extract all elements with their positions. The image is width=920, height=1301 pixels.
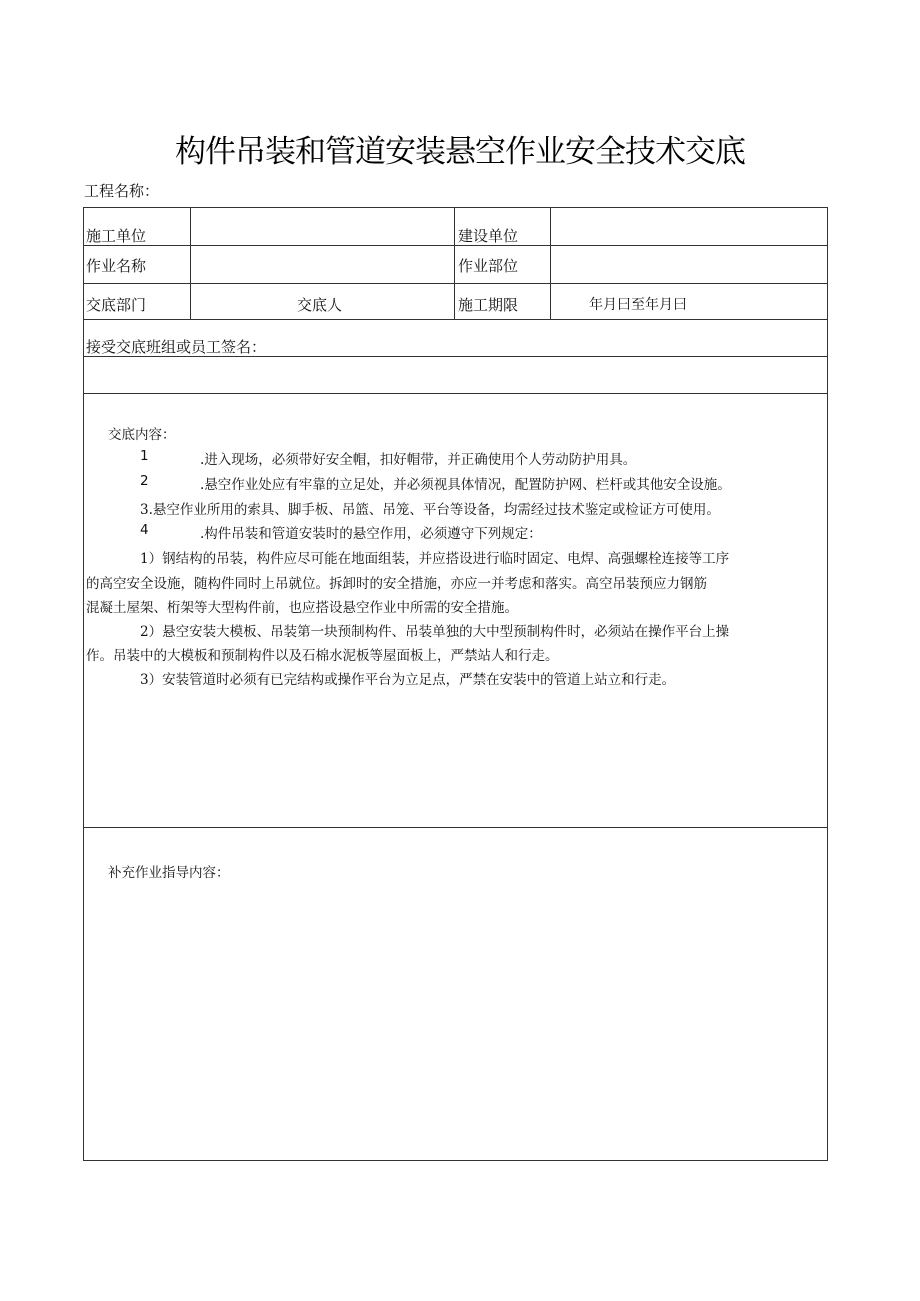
content-line: 作。吊装中的大模板和预制构件以及石棉水泥板等屋面板上，严禁站人和行走。 bbox=[86, 648, 559, 664]
content-line: 1）钢结构的吊装，构件应尽可能在地面组装，并应搭设进行临时固定、电焊、高强螺栓连接等工序 bbox=[140, 551, 730, 567]
content-line: 3.悬空作业所用的索具、脚手板、吊篮、吊笼、平台等设备，均需经过技术鉴定或检证方可使用。 bbox=[140, 502, 720, 518]
document-title: 构件吊装和管道安装悬空作业安全技术交底 bbox=[175, 134, 745, 170]
row-divider bbox=[84, 393, 827, 394]
row-divider bbox=[84, 827, 827, 828]
column-divider bbox=[550, 208, 551, 319]
content-line: .进入现场，必须带好安全帽，扣好帽带，并正确使用个人劳动防护用具。 bbox=[200, 452, 637, 468]
row-divider bbox=[84, 245, 827, 246]
content-line: 的高空安全设施，随构件同时上吊就位。拆卸时的安全措施，亦应一并考虑和落实。高空吊装预应力钢筋 bbox=[86, 576, 707, 592]
row-divider bbox=[84, 319, 827, 320]
period-value: 年月曰至年月曰 bbox=[589, 297, 687, 313]
briefing-dept-label: 交底部门 bbox=[86, 296, 147, 314]
content-line: 2）悬空安装大模板、吊装第一块预制构件、吊装单独的大中型预制构件时，必须站在操作平台上操 bbox=[140, 624, 730, 640]
project-name-label: 工程名称： bbox=[84, 182, 160, 200]
item-number: 2 bbox=[140, 473, 149, 489]
content-line: 混凝土屋架、桁架等大型构件前，也应搭设悬空作业中所需的安全措施。 bbox=[86, 600, 518, 616]
content-line: .构件吊装和管道安装时的悬空作用，必须遵守下列规定： bbox=[200, 526, 542, 542]
briefing-form bbox=[83, 207, 828, 1161]
content-line: .悬空作业处应有牢靠的立足处，并必须视具体情况，配置防护网、栏杆或其他安全设施。 bbox=[200, 477, 731, 493]
owner-unit-label: 建设单位 bbox=[458, 227, 519, 245]
column-divider bbox=[190, 208, 191, 319]
period-label: 施工期限 bbox=[458, 296, 519, 314]
item-number: 4 bbox=[140, 522, 149, 538]
column-divider bbox=[454, 208, 455, 319]
content-heading: 交底内容： bbox=[108, 427, 176, 443]
briefer-label: 交底人 bbox=[297, 296, 343, 314]
signature-label: 接受交底班组或员工签名： bbox=[86, 338, 267, 356]
work-location-label: 作业部位 bbox=[458, 257, 519, 275]
construction-unit-label: 施工单位 bbox=[86, 227, 147, 245]
content-line: 3）安装管道时必须有已完结构或操作平台为立足点，严禁在安装中的管道上站立和行走。 bbox=[140, 672, 676, 688]
supplement-label: 补充作业指导内容： bbox=[108, 865, 230, 881]
work-name-label: 作业名称 bbox=[86, 257, 147, 275]
item-number: 1 bbox=[140, 448, 149, 464]
row-divider bbox=[84, 283, 827, 284]
